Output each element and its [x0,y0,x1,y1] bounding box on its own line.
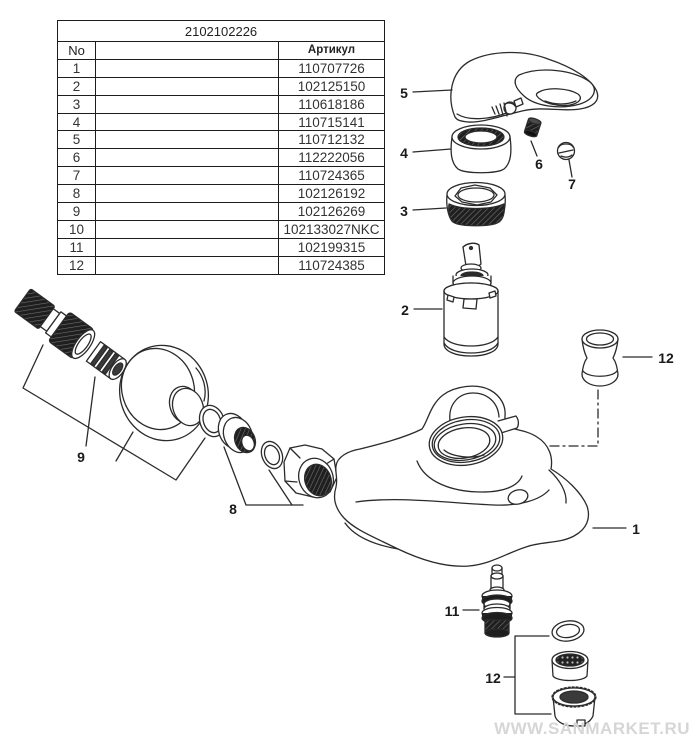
callout-12-top: 12 [658,350,674,366]
escutcheon-part [107,334,220,452]
callout-8: 8 [229,501,237,517]
leader-line-3 [413,208,446,210]
eccentric-connector-part [12,285,99,362]
top-cap-part [582,330,618,386]
leader-line-6 [531,141,537,156]
table-row [58,167,385,185]
table-row [58,238,385,256]
watermark: WWW.SANMARKET.RU [494,719,690,738]
cell-article: 102133027NKC [279,220,385,238]
cell-name [96,256,279,274]
table-row [58,95,385,113]
cell-article: 102125150 [279,77,385,95]
aerator-insert-part [552,652,588,681]
cap-plug-part [558,143,575,160]
leader-line-9c [116,432,133,461]
callout-4: 4 [400,145,408,161]
leader-line-5 [413,90,452,92]
aerator-oring-part [551,619,585,643]
callout-1: 1 [632,521,640,537]
cell-name [96,167,279,185]
callout-5: 5 [400,85,408,101]
cell-no: 7 [58,167,96,185]
callout-12-bottom: 12 [485,670,501,686]
cell-no: 1 [58,59,96,77]
lock-ring-part [447,183,506,226]
cell-name [96,220,279,238]
table-row [58,131,385,149]
column-header-no: No [58,42,96,60]
cell-article: 110707726 [279,59,385,77]
cell-name [96,77,279,95]
cell-no: 6 [58,149,96,167]
cell-no: 3 [58,95,96,113]
callout-2: 2 [401,302,409,318]
cell-name [96,131,279,149]
table-row [58,77,385,95]
cell-article: 112222056 [279,149,385,167]
cell-article: 102126192 [279,185,385,203]
cell-article: 102199315 [279,238,385,256]
leader-line-4 [413,149,451,152]
cell-article: 110715141 [279,113,385,131]
column-header-article: Артикул [279,42,385,60]
o-ring-small-part [257,438,286,471]
cell-no: 10 [58,220,96,238]
column-header-name [96,42,279,60]
diverter-valve-part [482,565,512,637]
cell-article: 110618186 [279,95,385,113]
callout-9: 9 [77,449,85,465]
cell-article: 110724385 [279,256,385,274]
table-row [58,149,385,167]
table-title-row [58,21,385,42]
connection-nut-part [284,445,339,503]
cell-name [96,185,279,203]
table-row [58,59,385,77]
table-row [58,185,385,203]
cell-no: 2 [58,77,96,95]
leader-line-9b [86,377,95,446]
cell-no: 12 [58,256,96,274]
cell-no: 5 [58,131,96,149]
bracket-line-12 [515,636,551,714]
cell-article: 110724365 [279,167,385,185]
callout-6: 6 [535,156,543,172]
leader-line-7 [569,160,572,177]
cell-name [96,95,279,113]
cell-no: 9 [58,203,96,221]
cell-no: 8 [58,185,96,203]
faucet-body-part [335,386,589,566]
table-row [58,256,385,274]
table-row [58,203,385,221]
cell-name [96,238,279,256]
cell-article: 110712132 [279,131,385,149]
cell-name [96,113,279,131]
cell-name [96,203,279,221]
cartridge-part [444,243,498,356]
grub-screw-part [524,117,542,138]
cell-no: 11 [58,238,96,256]
callout-11: 11 [444,603,460,619]
callout-3: 3 [400,203,408,219]
dome-ring-part [451,125,511,173]
table-row [58,220,385,238]
cell-no: 4 [58,113,96,131]
table-row [58,113,385,131]
cell-article: 102126269 [279,203,385,221]
table-title: 2102102226 [58,21,385,42]
cell-name [96,59,279,77]
table-header-row [58,42,385,60]
callout-7: 7 [568,176,576,192]
parts-table [57,20,385,275]
handle-part [451,52,598,122]
cell-name [96,149,279,167]
